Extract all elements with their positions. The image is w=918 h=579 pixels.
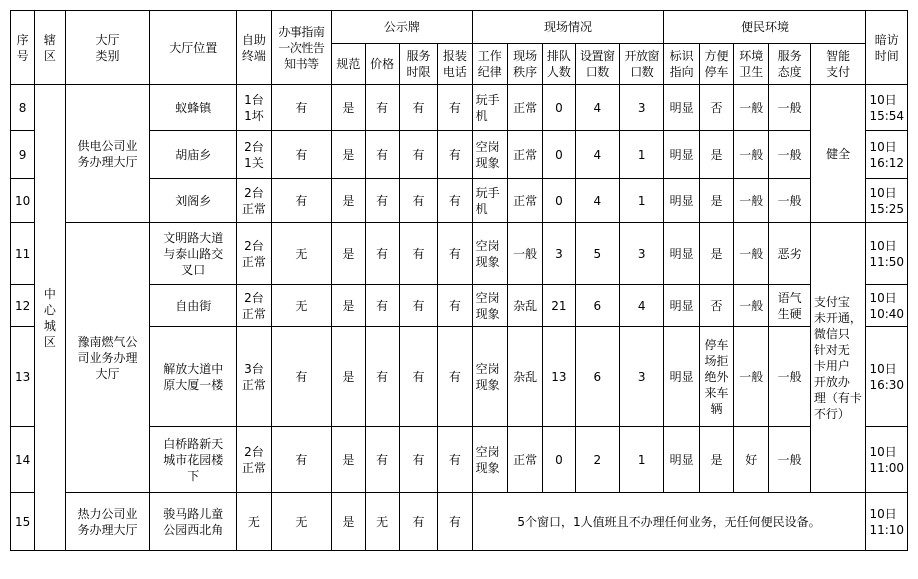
cell-standard: 是 <box>332 285 365 327</box>
cell-queue: 13 <box>543 327 575 427</box>
cell-location: 蚁蜂镇 <box>150 85 237 131</box>
cell-visit-time: 10日 16:30 <box>866 327 908 427</box>
cell-hygiene: 一般 <box>734 85 769 131</box>
header-guide: 办事指南 一次性告 知书等 <box>271 11 332 85</box>
cell-attitude: 恶劣 <box>769 223 810 285</box>
cell-seq: 15 <box>11 493 35 551</box>
cell-attitude: 一般 <box>769 179 810 223</box>
cell-location: 刘阁乡 <box>150 179 237 223</box>
cell-seq: 9 <box>11 131 35 179</box>
cell-attitude: 一般 <box>769 327 810 427</box>
cell-hall-type-power: 供电公司业 务办理大厅 <box>65 85 150 223</box>
cell-signage: 明显 <box>664 131 699 179</box>
cell-discipline: 空岗 现象 <box>472 427 507 493</box>
cell-visit-time: 10日 16:12 <box>866 131 908 179</box>
header-attitude: 服务 态度 <box>769 44 810 85</box>
cell-order: 一般 <box>507 223 542 285</box>
cell-parking: 是 <box>699 427 733 493</box>
cell-price: 有 <box>365 179 399 223</box>
cell-windows-set: 4 <box>575 131 619 179</box>
cell-attitude: 一般 <box>769 427 810 493</box>
cell-standard: 是 <box>332 179 365 223</box>
cell-price: 有 <box>365 427 399 493</box>
header-self-terminal: 自助 终端 <box>237 11 271 85</box>
header-district: 辖 区 <box>35 11 65 85</box>
header-onsite: 现场情况 <box>472 11 664 44</box>
cell-hygiene: 一般 <box>734 285 769 327</box>
cell-location: 白桥路新天 城市花园楼 下 <box>150 427 237 493</box>
cell-terminal: 2台 正常 <box>237 285 271 327</box>
cell-parking: 否 <box>699 285 733 327</box>
cell-guide: 有 <box>271 327 332 427</box>
cell-discipline: 空岗 现象 <box>472 327 507 427</box>
cell-phone: 有 <box>438 131 472 179</box>
cell-visit-time: 10日 15:25 <box>866 179 908 223</box>
cell-queue: 0 <box>543 179 575 223</box>
cell-hygiene: 一般 <box>734 327 769 427</box>
cell-signage: 明显 <box>664 223 699 285</box>
cell-district: 中 心 城 区 <box>35 85 65 551</box>
cell-windows-set: 2 <box>575 427 619 493</box>
survey-table-container <box>10 10 908 551</box>
cell-signage: 明显 <box>664 85 699 131</box>
cell-guide: 无 <box>271 285 332 327</box>
cell-standard: 是 <box>332 327 365 427</box>
cell-parking: 是 <box>699 179 733 223</box>
cell-windows-set: 5 <box>575 223 619 285</box>
cell-windows-open: 1 <box>620 427 664 493</box>
cell-windows-open: 1 <box>620 131 664 179</box>
table-row <box>11 85 908 131</box>
cell-queue: 0 <box>543 85 575 131</box>
cell-order: 杂乱 <box>507 327 542 427</box>
cell-parking: 否 <box>699 85 733 131</box>
cell-price: 有 <box>365 327 399 427</box>
cell-windows-open: 3 <box>620 327 664 427</box>
cell-limit: 有 <box>399 223 437 285</box>
cell-standard: 是 <box>332 223 365 285</box>
survey-table <box>10 10 908 551</box>
cell-terminal: 2台 1关 <box>237 131 271 179</box>
cell-phone: 有 <box>438 85 472 131</box>
cell-discipline: 玩手 机 <box>472 179 507 223</box>
cell-windows-open: 1 <box>620 179 664 223</box>
header-seq: 序 号 <box>11 11 35 85</box>
cell-terminal: 2台 正常 <box>237 427 271 493</box>
cell-discipline: 空岗 现象 <box>472 285 507 327</box>
cell-price: 有 <box>365 131 399 179</box>
cell-guide: 无 <box>271 493 332 551</box>
cell-signage: 明显 <box>664 327 699 427</box>
header-row-top <box>11 11 908 44</box>
cell-location: 自由街 <box>150 285 237 327</box>
cell-smart-pay-power: 健全 <box>810 85 866 223</box>
cell-queue: 3 <box>543 223 575 285</box>
header-windows-open: 开放窗 口数 <box>620 44 664 85</box>
cell-windows-set: 6 <box>575 285 619 327</box>
cell-hygiene: 一般 <box>734 179 769 223</box>
cell-order: 正常 <box>507 85 542 131</box>
cell-windows-open: 3 <box>620 85 664 131</box>
cell-queue: 0 <box>543 131 575 179</box>
cell-limit: 有 <box>399 327 437 427</box>
header-windows-set: 设置窗 口数 <box>575 44 619 85</box>
cell-terminal: 2台 正常 <box>237 179 271 223</box>
cell-seq: 13 <box>11 327 35 427</box>
cell-attitude: 一般 <box>769 131 810 179</box>
cell-terminal: 2台 正常 <box>237 223 271 285</box>
cell-limit: 有 <box>399 131 437 179</box>
header-signage: 标识 指向 <box>664 44 699 85</box>
cell-order: 正常 <box>507 427 542 493</box>
cell-standard: 是 <box>332 131 365 179</box>
cell-seq: 10 <box>11 179 35 223</box>
cell-order: 正常 <box>507 131 542 179</box>
cell-guide: 有 <box>271 427 332 493</box>
cell-standard: 是 <box>332 493 365 551</box>
cell-windows-set: 6 <box>575 327 619 427</box>
cell-location: 解放大道中 原大厦一楼 <box>150 327 237 427</box>
cell-smart-pay-gas: 支付宝 未开通， 微信只 针对无 卡用户 开放办 理（有卡 不行） <box>810 223 866 493</box>
header-hygiene: 环境 卫生 <box>734 44 769 85</box>
cell-hygiene: 一般 <box>734 223 769 285</box>
cell-hygiene: 好 <box>734 427 769 493</box>
header-convenience: 便民环境 <box>664 11 866 44</box>
cell-limit: 有 <box>399 427 437 493</box>
cell-seq: 12 <box>11 285 35 327</box>
cell-limit: 有 <box>399 285 437 327</box>
cell-attitude: 语气 生硬 <box>769 285 810 327</box>
cell-phone: 有 <box>438 179 472 223</box>
header-visit-time: 暗访 时间 <box>866 11 908 85</box>
cell-phone: 有 <box>438 493 472 551</box>
cell-queue: 0 <box>543 427 575 493</box>
cell-attitude: 一般 <box>769 85 810 131</box>
header-smart-pay: 智能 支付 <box>810 44 866 85</box>
cell-terminal: 无 <box>237 493 271 551</box>
cell-windows-open: 3 <box>620 223 664 285</box>
cell-standard: 是 <box>332 85 365 131</box>
cell-price: 有 <box>365 285 399 327</box>
header-hall-type: 大厅 类别 <box>65 11 150 85</box>
header-queue: 排队 人数 <box>543 44 575 85</box>
cell-visit-time: 10日 10:40 <box>866 285 908 327</box>
cell-location: 胡庙乡 <box>150 131 237 179</box>
cell-parking: 是 <box>699 223 733 285</box>
cell-phone: 有 <box>438 223 472 285</box>
cell-price: 无 <box>365 493 399 551</box>
header-notice-board: 公示牌 <box>332 11 472 44</box>
cell-limit: 有 <box>399 85 437 131</box>
header-phone: 报装 电话 <box>438 44 472 85</box>
header-order: 现场 秩序 <box>507 44 542 85</box>
cell-guide: 有 <box>271 179 332 223</box>
header-price: 价格 <box>365 44 399 85</box>
cell-order: 杂乱 <box>507 285 542 327</box>
cell-windows-set: 4 <box>575 179 619 223</box>
cell-seq: 8 <box>11 85 35 131</box>
cell-phone: 有 <box>438 327 472 427</box>
cell-queue: 21 <box>543 285 575 327</box>
cell-limit: 有 <box>399 493 437 551</box>
cell-guide: 有 <box>271 85 332 131</box>
cell-windows-set: 4 <box>575 85 619 131</box>
cell-phone: 有 <box>438 285 472 327</box>
cell-visit-time: 10日 15:54 <box>866 85 908 131</box>
cell-limit: 有 <box>399 179 437 223</box>
cell-hygiene: 一般 <box>734 131 769 179</box>
cell-heat-note: 5个窗口，1人值班且不办理任何业务，无任何便民设备。 <box>472 493 866 551</box>
cell-hall-type-gas: 豫南燃气公 司业务办理 大厅 <box>65 223 150 493</box>
header-standard: 规范 <box>332 44 365 85</box>
cell-phone: 有 <box>438 427 472 493</box>
cell-terminal: 1台 1坏 <box>237 85 271 131</box>
cell-parking: 停车 场拒 绝外 来车 辆 <box>699 327 733 427</box>
cell-terminal: 3台 正常 <box>237 327 271 427</box>
cell-signage: 明显 <box>664 285 699 327</box>
header-parking: 方便 停车 <box>699 44 733 85</box>
cell-discipline: 空岗 现象 <box>472 223 507 285</box>
cell-order: 正常 <box>507 179 542 223</box>
cell-visit-time: 10日 11:10 <box>866 493 908 551</box>
cell-discipline: 玩手 机 <box>472 85 507 131</box>
cell-parking: 是 <box>699 131 733 179</box>
cell-price: 有 <box>365 85 399 131</box>
header-service-limit: 服务 时限 <box>399 44 437 85</box>
cell-guide: 无 <box>271 223 332 285</box>
cell-seq: 14 <box>11 427 35 493</box>
header-hall-location: 大厅位置 <box>150 11 237 85</box>
table-row <box>11 493 908 551</box>
cell-location: 骏马路儿童 公园西北角 <box>150 493 237 551</box>
cell-windows-open: 4 <box>620 285 664 327</box>
cell-visit-time: 10日 11:50 <box>866 223 908 285</box>
cell-hall-type-heat: 热力公司业 务办理大厅 <box>65 493 150 551</box>
cell-discipline: 空岗 现象 <box>472 131 507 179</box>
cell-visit-time: 10日 11:00 <box>866 427 908 493</box>
cell-price: 有 <box>365 223 399 285</box>
cell-signage: 明显 <box>664 179 699 223</box>
cell-guide: 有 <box>271 131 332 179</box>
table-row <box>11 223 908 285</box>
cell-location: 文明路大道 与泰山路交 叉口 <box>150 223 237 285</box>
cell-seq: 11 <box>11 223 35 285</box>
cell-signage: 明显 <box>664 427 699 493</box>
header-discipline: 工作 纪律 <box>472 44 507 85</box>
cell-standard: 是 <box>332 427 365 493</box>
